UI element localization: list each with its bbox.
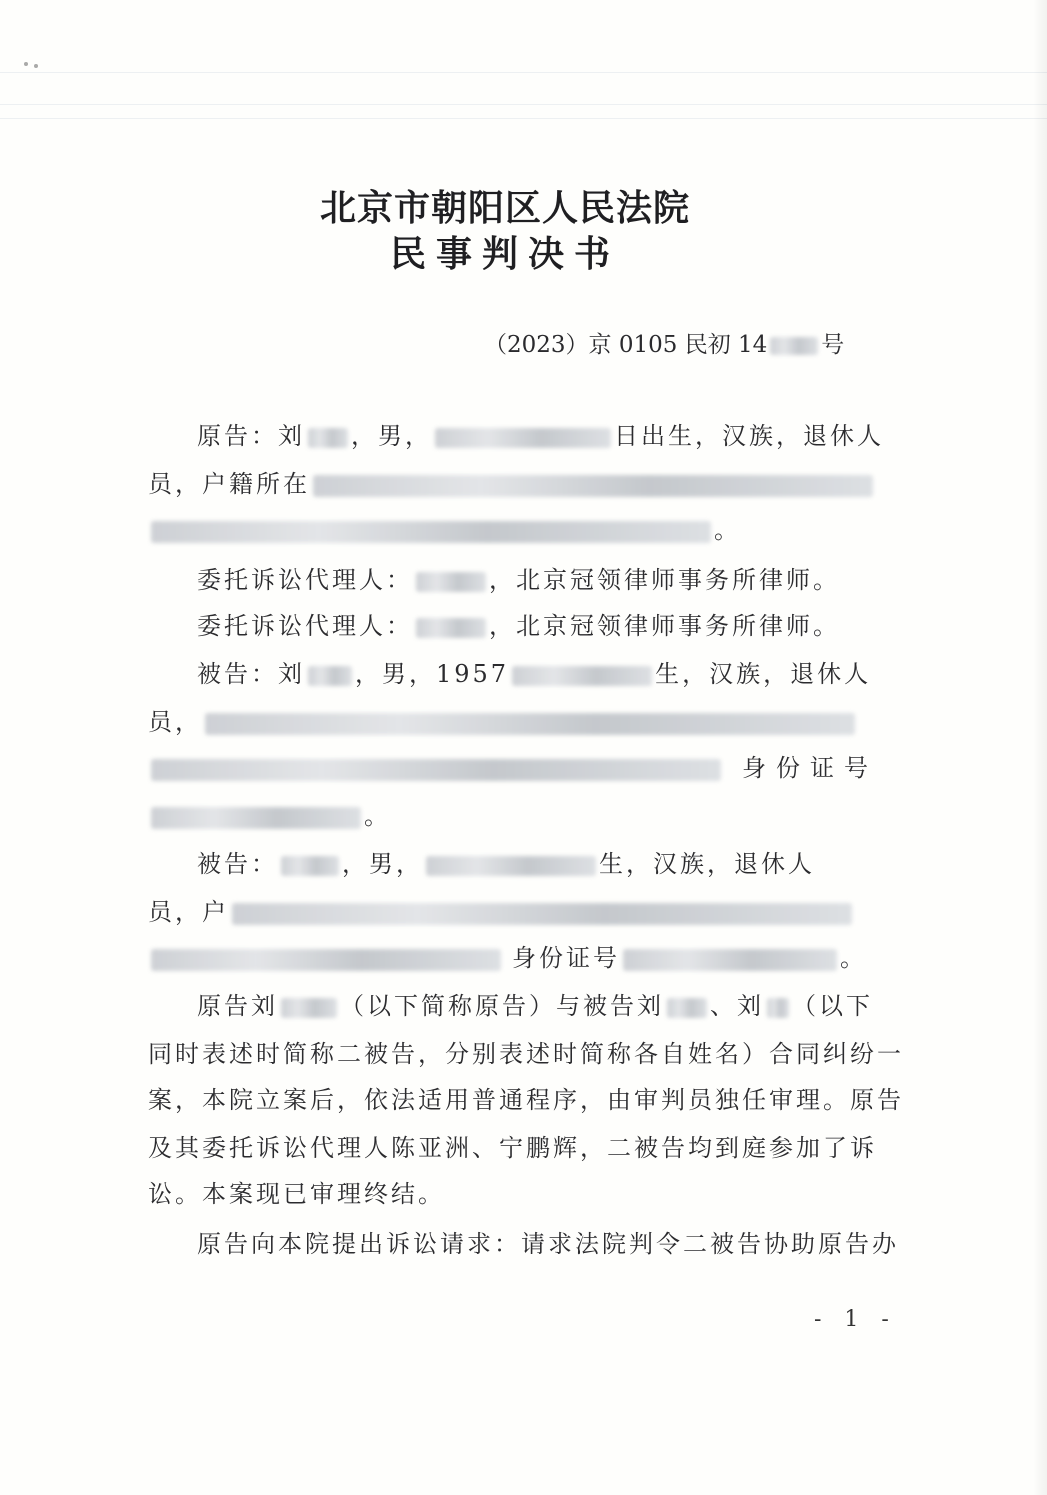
- defendant-2-line-2: [148, 894, 868, 930]
- summary-line-5: 讼。本案现已审理终结。: [148, 1180, 445, 1208]
- defendant-1-line-1: [197, 656, 917, 692]
- case-number: [484, 326, 844, 359]
- redacted-text: [308, 666, 352, 686]
- defendant-text: 。: [364, 802, 391, 830]
- defendant-text: ，男，: [342, 850, 423, 878]
- summary-text: （以下: [792, 992, 873, 1020]
- case-number-suffix: 号: [821, 332, 845, 358]
- redacted-text: [232, 903, 852, 925]
- agent-label: 委托诉讼代理人：: [197, 612, 413, 640]
- scan-artifact: [0, 118, 1047, 119]
- defendant-text: 生，汉族，退休人: [655, 660, 872, 688]
- scan-artifact: [34, 64, 38, 68]
- summary-line-2: 同时表述时简称二被告，分别表述时简称各自姓名）合同纠纷一: [148, 1040, 904, 1068]
- agent-text: ，北京冠领律师事务所律师。: [489, 566, 840, 594]
- redacted-text: [416, 572, 486, 592]
- claims-line-1: 原告向本院提出诉讼请求：请求法院判令二被告协助原告办: [197, 1230, 899, 1258]
- defendant-text: ，男，1957: [355, 660, 510, 688]
- plaintiff-label: 原告：刘: [197, 422, 305, 450]
- redacted-text: [426, 856, 596, 876]
- case-number-prefix: （2023）京 0105 民初 14: [484, 332, 768, 358]
- defendant-1-line-2: [148, 704, 868, 740]
- redacted-text: [205, 713, 855, 735]
- summary-text: 原告刘: [197, 992, 278, 1020]
- plaintiff-text: 日出生，汉族，退休人: [614, 422, 884, 450]
- redacted-text: [667, 998, 707, 1018]
- redacted-text: [151, 521, 711, 543]
- court-name: 北京市朝阳区人民法院: [319, 187, 690, 229]
- redacted-text: [151, 949, 501, 971]
- agent-1-line: [197, 562, 917, 598]
- redacted-text: [281, 856, 339, 876]
- agent-label: 委托诉讼代理人：: [197, 566, 413, 594]
- defendant-text: 员，户: [148, 898, 229, 926]
- agent-text: ，北京冠领律师事务所律师。: [489, 612, 840, 640]
- summary-text: （以下简称原告）与被告刘: [340, 992, 664, 1020]
- plaintiff-line-2: [148, 466, 868, 502]
- defendant-2-line-1: [197, 846, 917, 882]
- defendant-text: 。: [840, 944, 867, 972]
- redacted-text: [435, 428, 611, 448]
- defendant-label: 被告：刘: [197, 660, 305, 688]
- defendant-text: 身份证号: [512, 944, 620, 972]
- summary-line-3: 案，本院立案后，依法适用普通程序，由审判员独任审理。原告: [148, 1086, 904, 1114]
- defendant-text: 员，: [148, 708, 202, 736]
- plaintiff-text: 。: [714, 516, 741, 544]
- defendant-1-line-3: [148, 750, 878, 786]
- defendant-text: 生，汉族，退休人: [599, 850, 815, 878]
- defendant-text: 身份证号: [742, 754, 878, 782]
- scan-artifact: [0, 104, 1047, 105]
- redacted-text: [770, 337, 818, 355]
- redacted-text: [623, 949, 837, 971]
- summary-text: 、刘: [710, 992, 764, 1020]
- redacted-text: [281, 998, 337, 1018]
- agent-2-line: [197, 608, 917, 644]
- page-edge-shadow: [1033, 0, 1047, 1495]
- defendant-2-line-3: [148, 940, 868, 976]
- scan-artifact: [24, 62, 28, 66]
- plaintiff-line-3: [148, 512, 868, 548]
- redacted-text: [313, 475, 873, 497]
- document-type: 民事判决书: [389, 233, 620, 275]
- plaintiff-text: 员，户籍所在: [148, 470, 310, 498]
- redacted-text: [151, 759, 721, 781]
- defendant-label: 被告：: [197, 850, 278, 878]
- redacted-text: [416, 618, 486, 638]
- page-number: - 1 -: [814, 1307, 897, 1332]
- summary-line-1: [197, 988, 917, 1024]
- summary-line-4: 及其委托诉讼代理人陈亚洲、宁鹏辉，二被告均到庭参加了诉: [148, 1134, 877, 1162]
- redacted-text: [767, 998, 789, 1018]
- defendant-1-line-4: [148, 798, 868, 834]
- plaintiff-line-1: [197, 418, 917, 454]
- redacted-text: [308, 428, 348, 448]
- scan-artifact: [0, 72, 1047, 73]
- redacted-text: [512, 666, 652, 686]
- plaintiff-text: ，男，: [351, 422, 432, 450]
- redacted-text: [151, 807, 361, 829]
